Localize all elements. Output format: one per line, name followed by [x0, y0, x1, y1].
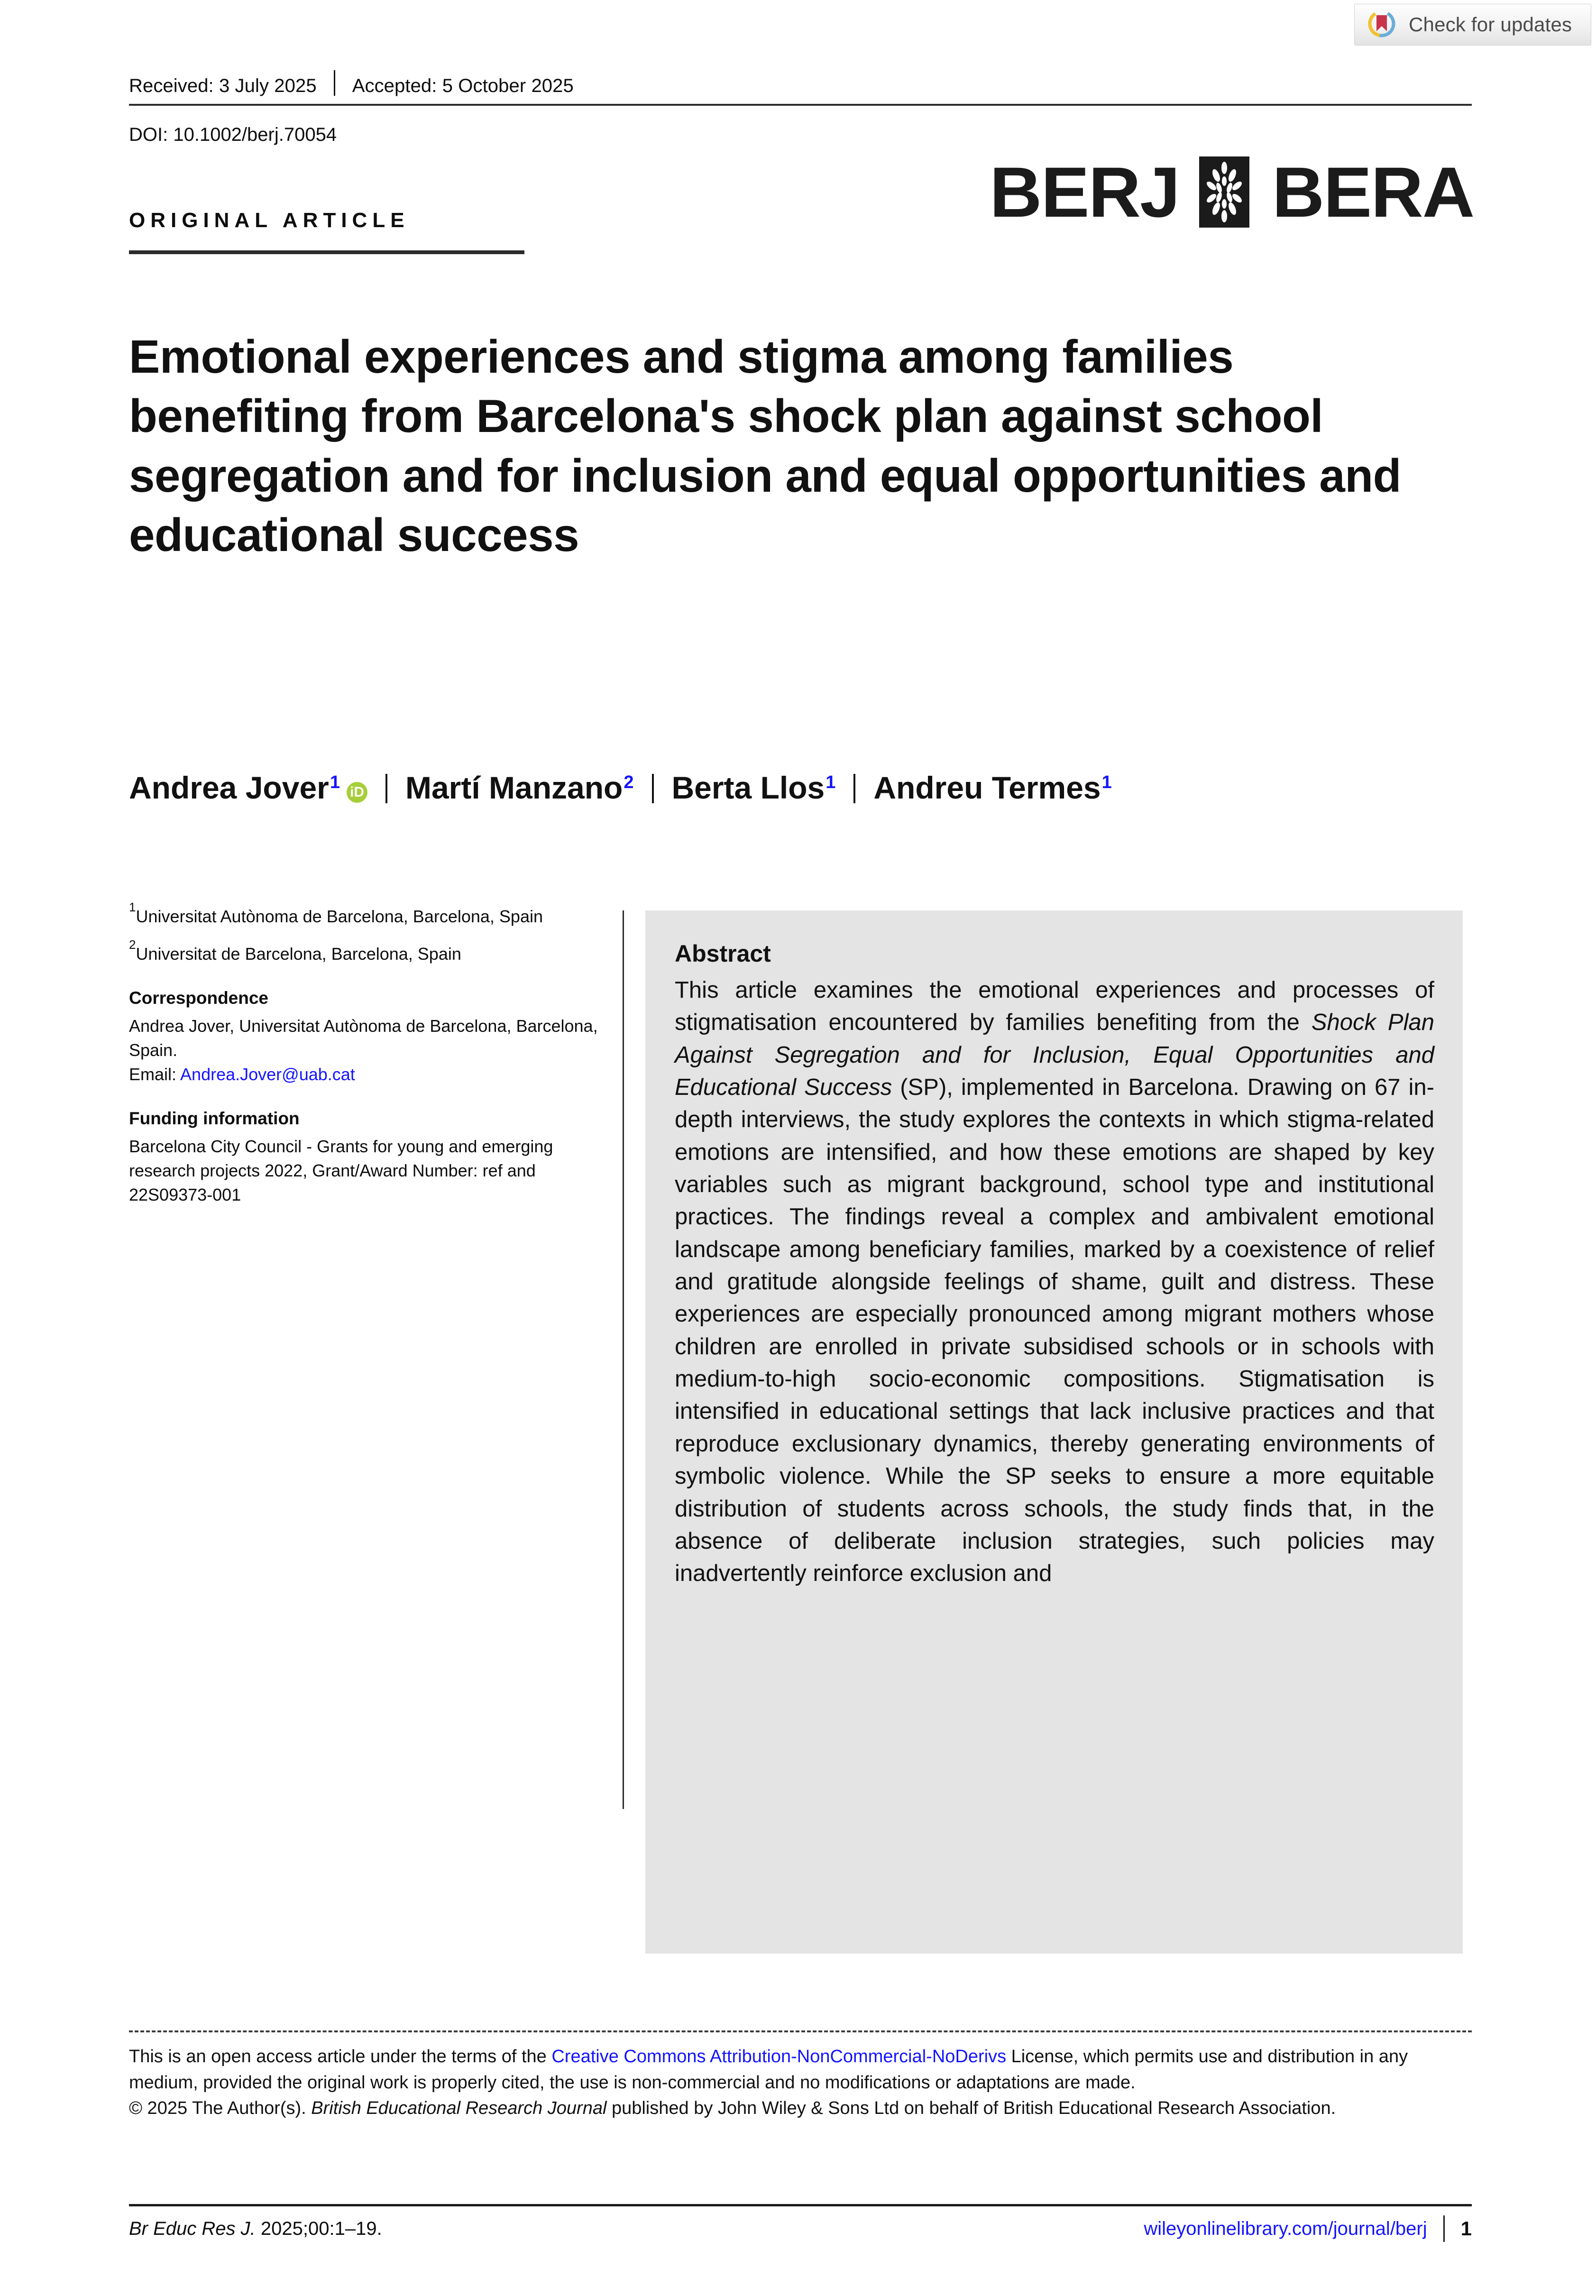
- affiliations-column: [129, 900, 603, 1207]
- bera-emblem-icon: [1199, 156, 1249, 228]
- affiliation-2: [129, 937, 603, 966]
- author-andreu-termes[interactable]: [873, 770, 1111, 806]
- citation-journal-abbrev: Br Educ Res J.: [129, 2218, 256, 2239]
- abstract-heading: Abstract: [675, 940, 771, 967]
- author-name: Andrea Jover: [129, 770, 329, 805]
- citation-text: [129, 2218, 382, 2240]
- doi-text: DOI: 10.1002/berj.70054: [129, 124, 337, 145]
- journal-url-link[interactable]: wileyonlinelibrary.com/journal/berj: [1144, 2218, 1427, 2239]
- correspondence-email-line: [129, 1062, 603, 1086]
- page-number-separator: [1443, 2215, 1445, 2242]
- correspondence-text: Andrea Jover, Universitat Autònoma de Barcelona, Barcelona, Spain.: [129, 1016, 598, 1060]
- page-number: 1: [1460, 2217, 1472, 2240]
- author-name: Martí Manzano: [405, 770, 623, 805]
- check-for-updates-label: Check for updates: [1409, 13, 1572, 36]
- affiliation-text: Universitat de Barcelona, Barcelona, Spain: [136, 944, 461, 964]
- affiliation-1: [129, 900, 603, 928]
- abstract-part-2: (SP), implemented in Barcelona. Drawing on 67 in-depth interviews, the study explores the contexts in which stigma-related emotions are intensified, and how these emotions are shaped by key variables such as migrant background, school type and institutional practices. The findings reveal a complex and ambivalent emotional landscape among beneficiary families, marked by a coexistence of relief and gratitude alongside feelings of shame, guilt and distress. These experiences are especially pronounced among migrant mothers whose children are enrolled in private subsidised schools or in schools with medium-to-high socio-economic compositions. Stigmatisation is intensified in educational settings that lack inclusive practices and that reproduce exclusionary dynamics, thereby generating environments of symbolic violence. While the SP seeks to ensure a more equitable distribution of students across schools, the study finds that, in the absence of deliberate inclusion strategies, such policies may inadvertently reinforce exclusion and: [675, 1075, 1434, 1587]
- received-date: Received: 3 July 2025: [129, 75, 317, 96]
- article-type-label: ORIGINAL ARTICLE: [129, 209, 410, 232]
- footer-right-group: [1144, 2215, 1472, 2242]
- author-name: Andreu Termes: [873, 770, 1101, 805]
- license-block: [129, 2044, 1472, 2122]
- author-affiliation-marker: 1: [1101, 772, 1112, 792]
- funding-text: Barcelona City Council - Grants for young and emerging research projects 2022, Grant/Award Number: ref and 22S09373-001: [129, 1136, 553, 1204]
- header-rule: [129, 104, 1472, 106]
- column-divider: [623, 910, 624, 1809]
- email-label: Email:: [129, 1064, 181, 1084]
- journal-logo: [989, 152, 1474, 232]
- abstract-plan-name: Shock Plan Against Segregation and for Inclusion, Equal Opportunities and Educational Success: [675, 1010, 1434, 1101]
- correspondence-heading: Correspondence: [129, 988, 269, 1008]
- author-name: Berta Llos: [671, 770, 825, 805]
- copyright-part-1: © 2025 The Author(s).: [129, 2098, 312, 2119]
- check-for-updates-badge[interactable]: [1354, 4, 1591, 46]
- author-list: [129, 769, 1504, 806]
- footer-citation-bar: [129, 2215, 1472, 2242]
- footer-rule: [129, 2204, 1472, 2206]
- page-title: Emotional experiences and stigma among families benefiting from Barcelona's shock plan against school segregation and for inclusion and equal opportunities and educational success: [129, 331, 1402, 561]
- orcid-icon[interactable]: iD: [347, 782, 367, 803]
- author-andrea-jover[interactable]: [129, 770, 367, 806]
- license-part-1: This is an open access article under the terms of the: [129, 2047, 552, 2066]
- accepted-date: Accepted: 5 October 2025: [352, 75, 574, 96]
- author-affiliation-marker: 1: [330, 772, 340, 792]
- affiliation-marker: 2: [129, 937, 136, 952]
- abstract-box: [645, 910, 1463, 1954]
- berj-wordmark: BERJ: [989, 152, 1179, 232]
- author-berta-llos[interactable]: [672, 770, 836, 806]
- abstract-part-1: This article examines the emotional experiences and processes of stigmatisation encountered by families benefiting from the: [675, 977, 1434, 1036]
- author-separator: [853, 774, 855, 803]
- received-accepted-row: [129, 66, 1471, 97]
- author-separator: [385, 774, 387, 803]
- abstract-text: [675, 974, 1434, 1590]
- footer-dashed-rule: [129, 2030, 1472, 2032]
- email-link[interactable]: Andrea.Jover@uab.cat: [180, 1064, 355, 1084]
- bera-wordmark: BERA: [1272, 152, 1474, 232]
- funding-heading: Funding information: [129, 1109, 300, 1129]
- journal-name: British Educational Research Journal: [311, 2098, 607, 2119]
- affiliation-text: Universitat Autònoma de Barcelona, Barcelona, Spain: [136, 907, 543, 926]
- author-separator: [652, 774, 654, 803]
- license-part-2: License, which permits use and distribution in any medium, provided the original work is properly cited, the use is non-commercial and no modifications or adaptations are made.: [129, 2047, 1408, 2093]
- copyright-part-2: published by John Wiley & Sons Ltd on behalf of British Educational Research Association.: [606, 2098, 1336, 2119]
- date-divider: [334, 70, 335, 96]
- affiliation-marker: 1: [129, 900, 136, 914]
- crossmark-icon: [1367, 9, 1396, 41]
- author-marti-manzano[interactable]: [405, 770, 634, 806]
- license-link[interactable]: Creative Commons Attribution-NonCommercial-NoDerivs: [551, 2047, 1007, 2066]
- citation-volume-pages: 2025;00:1–19.: [255, 2218, 382, 2239]
- article-type-rule: [129, 250, 524, 254]
- author-affiliation-marker: 2: [624, 772, 634, 792]
- author-affiliation-marker: 1: [826, 772, 836, 792]
